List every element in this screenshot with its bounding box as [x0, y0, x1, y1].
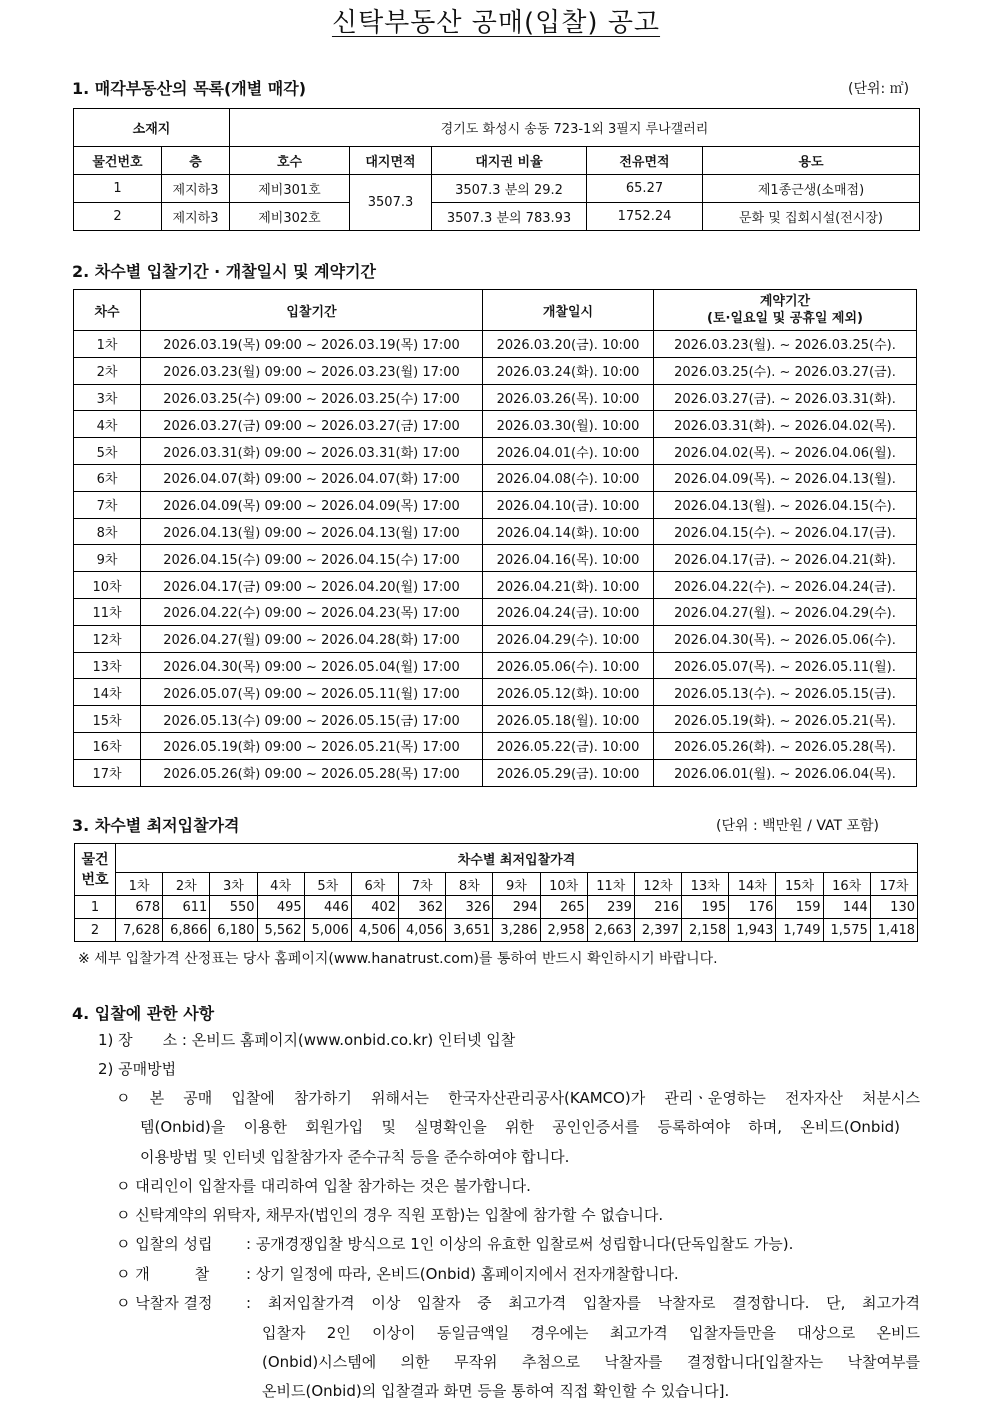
price-cell: 550	[210, 896, 257, 919]
cell-opening: 2026.05.06(수). 10:00	[483, 652, 654, 679]
cell-opening: 2026.04.29(수). 10:00	[483, 625, 654, 652]
cell-contract: 2026.03.23(월). ~ 2026.03.25(수).	[654, 331, 917, 358]
cell-period: 2026.03.25(수) 09:00 ~ 2026.03.25(수) 17:00	[141, 384, 483, 411]
cell-round: 4차	[74, 411, 141, 438]
cell-opening: 2026.04.16(목). 10:00	[483, 545, 654, 572]
round-header: 17차	[870, 873, 917, 896]
cell-contract: 2026.04.02(목). ~ 2026.04.06(월).	[654, 438, 917, 465]
col-header: 개찰일시	[483, 290, 654, 331]
location-value: 경기도 화성시 송동 723-1외 3필지 루나갤러리	[230, 109, 920, 147]
cell-round: 9차	[74, 545, 141, 572]
item-number-header	[75, 844, 116, 896]
table-row	[74, 175, 920, 203]
table-row	[74, 357, 917, 384]
location-label: 소재지	[74, 109, 230, 147]
price-cell: 5,006	[304, 919, 351, 942]
cell-opening: 2026.03.30(월). 10:00	[483, 411, 654, 438]
price-cell: 1,575	[823, 919, 870, 942]
page-title: 신탁부동산 공매(입찰) 공고	[331, 8, 661, 38]
price-cell: 1,418	[870, 919, 917, 942]
round-header: 14차	[729, 873, 776, 896]
method-bullet-6-text: : 최저입찰가격 이상 입찰자 중 최고가격 입찰자를 낙찰자로 결정합니다. 단, 최고가격	[246, 1294, 920, 1312]
cell: 1	[74, 175, 162, 203]
price-cell: 294	[493, 896, 540, 919]
price-cell: 1,749	[776, 919, 823, 942]
price-cell: 3,286	[493, 919, 540, 942]
price-cell: 3,651	[446, 919, 493, 942]
price-cell: 402	[351, 896, 398, 919]
col-header: 용도	[703, 147, 920, 175]
round-header: 12차	[634, 873, 681, 896]
cell-period: 2026.05.26(화) 09:00 ~ 2026.05.28(목) 17:00	[141, 759, 483, 786]
cell: 1752.24	[587, 203, 703, 231]
contract-subheader: (토·일요일 및 공휴일 제외)	[707, 311, 863, 326]
table-row	[74, 572, 917, 599]
cell-round: 6차	[74, 464, 141, 491]
method-bullet-5-text: : 상기 일정에 따라, 온비드(Onbid) 홈페이지에서 전자개찰합니다.	[246, 1265, 679, 1283]
table-row	[74, 464, 917, 491]
minimum-price-table	[74, 843, 918, 942]
cell-opening: 2026.04.10(금). 10:00	[483, 491, 654, 518]
round-header: 2차	[163, 873, 210, 896]
round-header: 5차	[304, 873, 351, 896]
header-row	[75, 844, 918, 873]
price-header: 차수별 최저입찰가격	[116, 844, 918, 873]
round-header: 10차	[540, 873, 587, 896]
col-header: 호수	[230, 147, 350, 175]
cell-opening: 2026.05.12(화). 10:00	[483, 679, 654, 706]
cell-period: 2026.03.23(월) 09:00 ~ 2026.03.23(월) 17:00	[141, 357, 483, 384]
method-bullet-1-cont: 템(Onbid)을 이용한 회원가입 및 실명확인을 위한 공인인증서를 등록하여야 하며, 온비드(Onbid)	[140, 1118, 900, 1136]
price-cell: 611	[163, 896, 210, 919]
price-cell: 1,943	[729, 919, 776, 942]
cell-contract: 2026.05.19(화). ~ 2026.05.21(목).	[654, 706, 917, 733]
round-header: 15차	[776, 873, 823, 896]
round-header: 1차	[116, 873, 163, 896]
col-header	[654, 290, 917, 331]
schedule-table	[73, 289, 917, 787]
section2-heading: 2. 차수별 입찰기간 · 개찰일시 및 계약기간	[72, 262, 377, 281]
price-cell: 5,562	[257, 919, 304, 942]
cell: 제지하3	[162, 175, 230, 203]
table-row	[74, 384, 917, 411]
cell-period: 2026.05.07(목) 09:00 ~ 2026.05.11(월) 17:00	[141, 679, 483, 706]
cell-round: 13차	[74, 652, 141, 679]
table-row	[74, 331, 917, 358]
method-bullet-6-label: ㅇ 낙찰자 결정	[116, 1294, 213, 1312]
round-header: 4차	[257, 873, 304, 896]
cell: 3507.3 분의 29.2	[432, 175, 587, 203]
price-cell: 326	[446, 896, 493, 919]
bid-place: 1) 장 소 : 온비드 홈페이지(www.onbid.co.kr) 인터넷 입찰	[98, 1031, 516, 1049]
round-header: 6차	[351, 873, 398, 896]
cell-period: 2026.04.09(목) 09:00 ~ 2026.04.09(목) 17:00	[141, 491, 483, 518]
cell-period: 2026.03.27(금) 09:00 ~ 2026.03.27(금) 17:00	[141, 411, 483, 438]
method-bullet-6-text: 입찰자 2인 이상이 동일금액일 경우에는 최고가격 입찰자들만을 대상으로 온비드	[262, 1324, 920, 1342]
contract-header: 계약기간	[759, 294, 811, 309]
round-header: 9차	[493, 873, 540, 896]
cell-period: 2026.04.07(화) 09:00 ~ 2026.04.07(화) 17:00	[141, 464, 483, 491]
price-cell: 495	[257, 896, 304, 919]
cell-contract: 2026.03.25(수). ~ 2026.03.27(금).	[654, 357, 917, 384]
cell: 제비301호	[230, 175, 350, 203]
method-bullet-1-cont: 이용방법 및 인터넷 입찰참가자 준수규칙 등을 준수하여야 합니다.	[140, 1148, 570, 1166]
method-bullet-1: ㅇ 본 공매 입찰에 참가하기 위해서는 한국자산관리공사(KAMCO)가 관리ㆍ운영하는 전자자산 처분시스	[116, 1089, 920, 1107]
cell: 2	[74, 203, 162, 231]
cell-opening: 2026.03.20(금). 10:00	[483, 331, 654, 358]
method-bullet-4-text: : 공개경쟁입찰 방식으로 1인 이상의 유효한 입찰로써 성립합니다(단독입찰도 가능).	[246, 1235, 794, 1253]
cell-contract: 2026.03.31(화). ~ 2026.04.02(목).	[654, 411, 917, 438]
price-cell: 2,158	[682, 919, 729, 942]
cell-contract: 2026.05.26(화). ~ 2026.05.28(목).	[654, 732, 917, 759]
cell-opening: 2026.05.22(금). 10:00	[483, 732, 654, 759]
round-header: 3차	[210, 873, 257, 896]
col-header: 대지권 비율	[432, 147, 587, 175]
table-row	[74, 203, 920, 231]
cell-round: 16차	[74, 732, 141, 759]
price-cell: 6,180	[210, 919, 257, 942]
cell-opening: 2026.05.29(금). 10:00	[483, 759, 654, 786]
price-cell: 2,397	[634, 919, 681, 942]
table-row	[74, 625, 917, 652]
col-header: 전유면적	[587, 147, 703, 175]
cell-opening: 2026.04.14(화). 10:00	[483, 518, 654, 545]
cell-contract: 2026.04.30(목). ~ 2026.05.06(수).	[654, 625, 917, 652]
table-row	[74, 438, 917, 465]
cell-opening: 2026.04.08(수). 10:00	[483, 464, 654, 491]
price-cell: 4,056	[399, 919, 446, 942]
table-row	[74, 706, 917, 733]
cell-round: 2차	[74, 357, 141, 384]
price-cell: 216	[634, 896, 681, 919]
price-cell: 195	[682, 896, 729, 919]
cell: 제1종근생(소매점)	[703, 175, 920, 203]
cell-round: 1차	[74, 331, 141, 358]
price-cell: 6,866	[163, 919, 210, 942]
price-cell: 144	[823, 896, 870, 919]
cell-round: 17차	[74, 759, 141, 786]
table-row	[75, 919, 918, 942]
table-row	[74, 679, 917, 706]
cell-period: 2026.04.22(수) 09:00 ~ 2026.04.23(목) 17:00	[141, 598, 483, 625]
cell-opening: 2026.04.01(수). 10:00	[483, 438, 654, 465]
round-header: 13차	[682, 873, 729, 896]
method-bullet-3: ㅇ 신탁계약의 위탁자, 채무자(법인의 경우 직원 포함)는 입찰에 참가할 수 없습니다.	[116, 1206, 664, 1224]
cell-contract: 2026.06.01(월). ~ 2026.06.04(목).	[654, 759, 917, 786]
method-bullet-4-label: ㅇ 입찰의 성립	[116, 1235, 213, 1253]
price-cell: 678	[116, 896, 163, 919]
table-row	[74, 598, 917, 625]
price-cell: 130	[870, 896, 917, 919]
header-row	[74, 290, 917, 331]
cell-period: 2026.04.27(월) 09:00 ~ 2026.04.28(화) 17:00	[141, 625, 483, 652]
item-number: 2	[75, 919, 116, 942]
cell-contract: 2026.04.22(수). ~ 2026.04.24(금).	[654, 572, 917, 599]
cell-contract: 2026.04.27(월). ~ 2026.04.29(수).	[654, 598, 917, 625]
cell-contract: 2026.04.15(수). ~ 2026.04.17(금).	[654, 518, 917, 545]
section1-unit: (단위: ㎡)	[848, 81, 910, 97]
header-row	[74, 147, 920, 175]
col-header: 층	[162, 147, 230, 175]
price-cell: 239	[587, 896, 634, 919]
col-header: 차수	[74, 290, 141, 331]
cell-round: 10차	[74, 572, 141, 599]
price-cell: 4,506	[351, 919, 398, 942]
bid-method: 2) 공매방법	[98, 1060, 177, 1078]
header-line: 물건	[81, 851, 109, 868]
cell-contract: 2026.04.09(목). ~ 2026.04.13(월).	[654, 464, 917, 491]
table-row	[74, 652, 917, 679]
cell-round: 5차	[74, 438, 141, 465]
method-bullet-2: ㅇ 대리인이 입찰자를 대리하여 입찰 참가하는 것은 불가합니다.	[116, 1177, 531, 1195]
cell-contract: 2026.05.07(목). ~ 2026.05.11(월).	[654, 652, 917, 679]
round-header: 8차	[446, 873, 493, 896]
section4-heading: 4. 입찰에 관한 사항	[72, 1004, 215, 1023]
cell-opening: 2026.05.18(월). 10:00	[483, 706, 654, 733]
table-row	[75, 896, 918, 919]
price-cell: 7,628	[116, 919, 163, 942]
item-number: 1	[75, 896, 116, 919]
cell-contract: 2026.05.13(수). ~ 2026.05.15(금).	[654, 679, 917, 706]
cell-round: 8차	[74, 518, 141, 545]
cell-period: 2026.03.31(화) 09:00 ~ 2026.03.31(화) 17:00	[141, 438, 483, 465]
method-bullet-6-text: 온비드(Onbid)의 입찰결과 화면 등을 통하여 직접 확인할 수 있습니다].	[262, 1382, 730, 1400]
table-row	[74, 491, 917, 518]
cell-round: 15차	[74, 706, 141, 733]
col-header: 대지면적	[350, 147, 432, 175]
price-cell: 362	[399, 896, 446, 919]
table-row	[74, 732, 917, 759]
cell-round: 12차	[74, 625, 141, 652]
cell-period: 2026.04.13(월) 09:00 ~ 2026.04.13(월) 17:00	[141, 518, 483, 545]
cell-contract: 2026.04.17(금). ~ 2026.04.21(화).	[654, 545, 917, 572]
cell-round: 14차	[74, 679, 141, 706]
header-line: 번호	[81, 871, 109, 888]
price-cell: 446	[304, 896, 351, 919]
cell-round: 11차	[74, 598, 141, 625]
cell-opening: 2026.03.24(화). 10:00	[483, 357, 654, 384]
cell-opening: 2026.04.24(금). 10:00	[483, 598, 654, 625]
cell-contract: 2026.04.13(월). ~ 2026.04.15(수).	[654, 491, 917, 518]
cell-opening: 2026.04.21(화). 10:00	[483, 572, 654, 599]
cell-period: 2026.04.17(금) 09:00 ~ 2026.04.20(월) 17:00	[141, 572, 483, 599]
col-header: 입찰기간	[141, 290, 483, 331]
cell-period: 2026.03.19(목) 09:00 ~ 2026.03.19(목) 17:00	[141, 331, 483, 358]
col-header: 물건번호	[74, 147, 162, 175]
table-row	[74, 759, 917, 786]
table-row	[74, 545, 917, 572]
price-cell: 176	[729, 896, 776, 919]
cell-period: 2026.05.13(수) 09:00 ~ 2026.05.15(금) 17:00	[141, 706, 483, 733]
cell: 제지하3	[162, 203, 230, 231]
land-area-cell: 3507.3	[350, 175, 432, 231]
price-cell: 2,958	[540, 919, 587, 942]
round-header: 11차	[587, 873, 634, 896]
price-note: ※ 세부 입찰가격 산정표는 당사 홈페이지(www.hanatrust.com)를 통하여 반드시 확인하시기 바랍니다.	[78, 951, 718, 967]
section3-unit: (단위 : 백만원 / VAT 포함)	[716, 818, 879, 834]
property-list-table	[73, 108, 920, 231]
cell-round: 3차	[74, 384, 141, 411]
cell-period: 2026.04.30(목) 09:00 ~ 2026.05.04(월) 17:00	[141, 652, 483, 679]
round-header: 7차	[399, 873, 446, 896]
cell-round: 7차	[74, 491, 141, 518]
cell-contract: 2026.03.27(금). ~ 2026.03.31(화).	[654, 384, 917, 411]
round-header-row	[75, 873, 918, 896]
cell-opening: 2026.03.26(목). 10:00	[483, 384, 654, 411]
table-row	[74, 411, 917, 438]
cell-period: 2026.04.15(수) 09:00 ~ 2026.04.15(수) 17:00	[141, 545, 483, 572]
cell: 제비302호	[230, 203, 350, 231]
price-cell: 159	[776, 896, 823, 919]
cell: 3507.3 분의 783.93	[432, 203, 587, 231]
price-cell: 2,663	[587, 919, 634, 942]
round-header: 16차	[823, 873, 870, 896]
cell: 문화 및 집회시설(전시장)	[703, 203, 920, 231]
section3-heading: 3. 차수별 최저입찰가격	[72, 816, 240, 835]
method-bullet-5-label: ㅇ 개 찰	[116, 1265, 210, 1283]
price-cell: 265	[540, 896, 587, 919]
method-bullet-6-text: (Onbid)시스템에 의한 무작위 추첨으로 낙찰자를 결정합니다[입찰자는 낙찰여부를	[262, 1353, 920, 1371]
cell: 65.27	[587, 175, 703, 203]
table-row	[74, 518, 917, 545]
section1-heading: 1. 매각부동산의 목록(개별 매각)	[72, 79, 307, 98]
location-row	[74, 109, 920, 147]
cell-period: 2026.05.19(화) 09:00 ~ 2026.05.21(목) 17:00	[141, 732, 483, 759]
